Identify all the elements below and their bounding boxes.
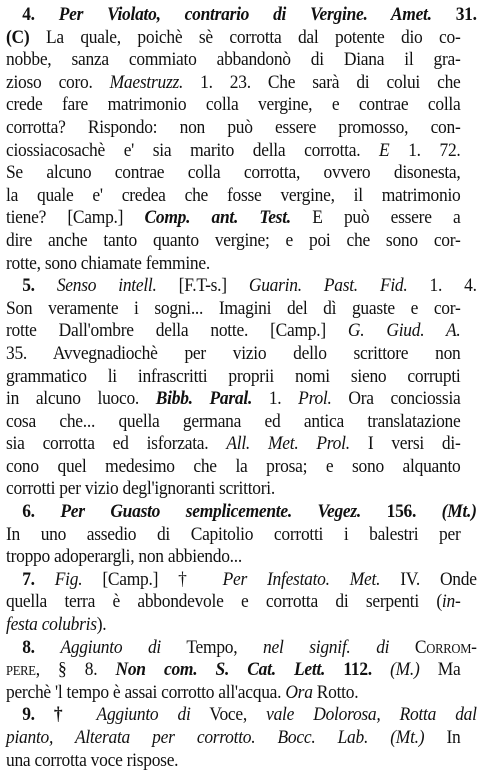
text-line [6, 298, 461, 321]
text-line [6, 343, 461, 366]
text-segment: corrotta? Rispondo: non può essere promosso, con- [6, 116, 461, 138]
text-segment: (M.) [390, 659, 420, 681]
text-segment: Guarin. Past. Fid. [248, 275, 408, 297]
text-segment: corrotti per vizio degl'ignoranti scrittori. [6, 478, 275, 500]
text-segment: All. Met. Prol. [226, 433, 350, 455]
text-line [6, 253, 461, 276]
text-segment: (C) [6, 26, 30, 48]
text-line [6, 750, 461, 772]
text-line [6, 185, 461, 208]
text-segment: quella terra è abbondevole e corrotta di serpenti ( [6, 591, 442, 613]
text-line [6, 614, 461, 637]
text-segment: una corrotta voce rispose. [6, 749, 179, 771]
text-segment: pere [6, 659, 36, 681]
text-line [6, 456, 461, 479]
text-segment: 1. [252, 388, 299, 410]
text-line [6, 727, 461, 750]
text-line [6, 162, 461, 185]
text-line [6, 275, 477, 298]
text-segment: nel signif. di [263, 636, 390, 658]
text-segment: La quale, poichè sè corrotta dal potente dio co- [29, 26, 461, 48]
text-segment: (Mt.) [441, 501, 477, 523]
text-segment: Rotto. [312, 681, 359, 703]
text-line [6, 94, 461, 117]
text-segment: Ma [419, 659, 461, 681]
text-segment: Son veramente i sogni... Imagini del dì guaste e cor- [6, 297, 461, 319]
text-line [6, 591, 461, 614]
text-segment: troppo adoperargli, non abbiendo... [6, 546, 242, 568]
text-segment: I versi di- [349, 433, 461, 455]
text-line [6, 569, 477, 592]
text-line [6, 27, 461, 50]
text-segment: festa colubris [6, 614, 97, 636]
text-segment: nobbe, sanza commiato abbandonò di Diana il gra- [6, 49, 461, 71]
text-segment: rotte Dall'ombre della notte. [Camp.] [6, 320, 348, 342]
text-segment: la quale e' credea che fosse vergine, il matrimonio [6, 184, 461, 206]
dictionary-entry-text [6, 4, 477, 772]
text-line [6, 366, 461, 389]
text-segment: Non com. S. Cat. Lett. [115, 659, 326, 681]
text-line [6, 411, 461, 434]
text-segment: zioso coro. [6, 71, 110, 93]
text-segment: Prol. [298, 388, 332, 410]
text-segment: Ora [285, 681, 313, 703]
text-segment: cono quel medesimo che la prosa; e sono alquanto [6, 455, 461, 477]
text-segment: Aggiunto di [96, 704, 191, 726]
text-segment: ). [96, 614, 107, 636]
text-segment: Per Guasto semplicemente. Vegez. [60, 501, 362, 523]
text-segment: Ora conciossia [331, 388, 461, 410]
text-segment: crede fare matrimonio colla vergine, e contrae colla [6, 94, 461, 116]
text-segment: 5. [22, 275, 57, 297]
text-segment: Per Violato, contrario di Vergine. Amet. [58, 4, 432, 25]
text-segment: in- [441, 591, 461, 613]
text-line [6, 501, 477, 524]
text-segment: 7. [22, 568, 55, 590]
text-segment: Comp. ant. Test. [144, 207, 291, 229]
text-line [6, 659, 461, 682]
text-segment: [Camp.] † [82, 568, 223, 590]
text-segment: Senso intell. [56, 275, 157, 297]
text-line [6, 49, 461, 72]
text-segment: tiene? [Camp.] [6, 207, 145, 229]
text-segment: cosa che... quella germana ed antica translatazione [6, 410, 461, 432]
text-segment: G. Giud. A. [347, 320, 461, 342]
text-segment: Corrom- [389, 636, 477, 658]
text-segment: 1. 72. [389, 139, 461, 161]
text-line [6, 524, 461, 547]
text-line [6, 546, 461, 569]
text-segment: 1. 4. [407, 275, 477, 297]
text-line [6, 140, 461, 163]
text-segment: Bibb. Paral. [155, 388, 253, 410]
text-segment: Per Infestato. Met. [222, 568, 381, 590]
text-line [6, 388, 461, 411]
text-segment: (Mt.) [390, 727, 425, 748]
text-segment: Se alcuno contrae colla corrotta, ovvero disonesta, [6, 162, 461, 184]
text-segment: 35. Avvegnadiochè per vizio dello scrittore non [6, 342, 461, 364]
text-segment: 4. [22, 4, 59, 25]
text-segment: in alcuno luoco. [6, 388, 156, 410]
text-segment: 8. [22, 636, 61, 658]
text-line [6, 433, 461, 456]
text-line [6, 117, 461, 140]
text-line [6, 637, 477, 660]
text-line [6, 72, 461, 95]
text-segment: In [424, 727, 461, 748]
text-segment: [F.T-s.] [156, 275, 249, 297]
text-segment: E può essere a [290, 207, 461, 229]
text-line [6, 478, 461, 501]
text-segment: Aggiunto di [60, 636, 162, 658]
text-segment: grammatico li infrascritti proprii nomi sieno corrupti [6, 365, 461, 387]
text-segment: Fig. [54, 568, 83, 590]
text-segment: sia corrotta ed isforzata. [6, 433, 227, 455]
text-segment: dire anche tanto quanto vergine; e poi che sono cor- [6, 229, 461, 251]
text-segment: 31. [431, 4, 477, 25]
text-segment: Tempo, [161, 636, 264, 658]
text-segment: 112. [325, 659, 391, 681]
text-line [6, 704, 477, 727]
text-segment: Maestruzz. [109, 71, 184, 93]
text-segment [368, 727, 390, 748]
text-segment: vale Dolorosa, Rotta dal [266, 704, 477, 726]
text-segment: 156. [361, 501, 442, 523]
text-line [6, 207, 461, 230]
text-segment: pianto, Alterata per corrotto. Bocc. Lab. [6, 727, 369, 748]
text-line [6, 4, 477, 27]
text-segment: E [379, 139, 390, 161]
text-segment: perchè 'l tempo è assai corrotto all'acqua. [6, 681, 286, 703]
text-line [6, 682, 461, 705]
text-segment: 1. 23. Che sarà di colui che [183, 71, 461, 93]
text-segment: IV. Onde [380, 568, 477, 590]
text-segment: Voce, [190, 704, 267, 726]
text-line [6, 230, 461, 253]
text-line [6, 320, 461, 343]
text-segment: 6. [22, 501, 61, 523]
text-segment: In uno assedio di Capitolio corrotti i balestri per [6, 523, 461, 545]
text-segment: , § 8. [35, 659, 116, 681]
text-segment: rotte, sono chiamate femmine. [6, 252, 210, 274]
text-segment: ciossiacosachè e' sia marito della corrotta. [6, 139, 380, 161]
text-segment: 9. † [22, 704, 97, 726]
